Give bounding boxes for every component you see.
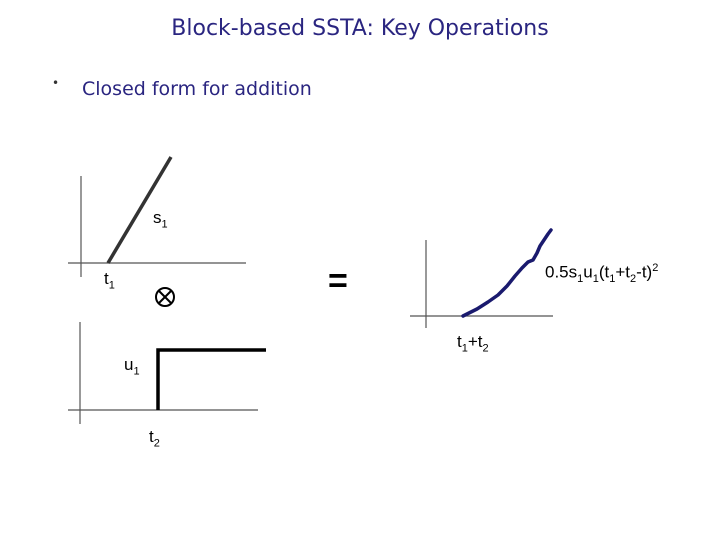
step-plot: [68, 322, 266, 424]
step-line: [158, 350, 266, 410]
slide-title: Block-based SSTA: Key Operations: [171, 16, 549, 41]
result-curve: [463, 230, 551, 316]
u1-label: $u_1$: [124, 355, 140, 378]
equals-sign: =: [328, 262, 348, 300]
result-formula: $0.5s_1u_1(t_1+t_2-t)^2$: [545, 262, 659, 286]
result-plot: [410, 230, 553, 328]
slope-label: $s_1$: [153, 208, 168, 231]
convolution-operator-icon: [156, 288, 174, 306]
t1-label: $t_1$: [104, 269, 115, 292]
t2-label: $t_2$: [149, 427, 160, 450]
sum-label: $t_1+t_2$: [457, 332, 489, 355]
bullet-marker: •: [52, 76, 60, 90]
bullet-text: Closed form for addition: [82, 78, 312, 100]
